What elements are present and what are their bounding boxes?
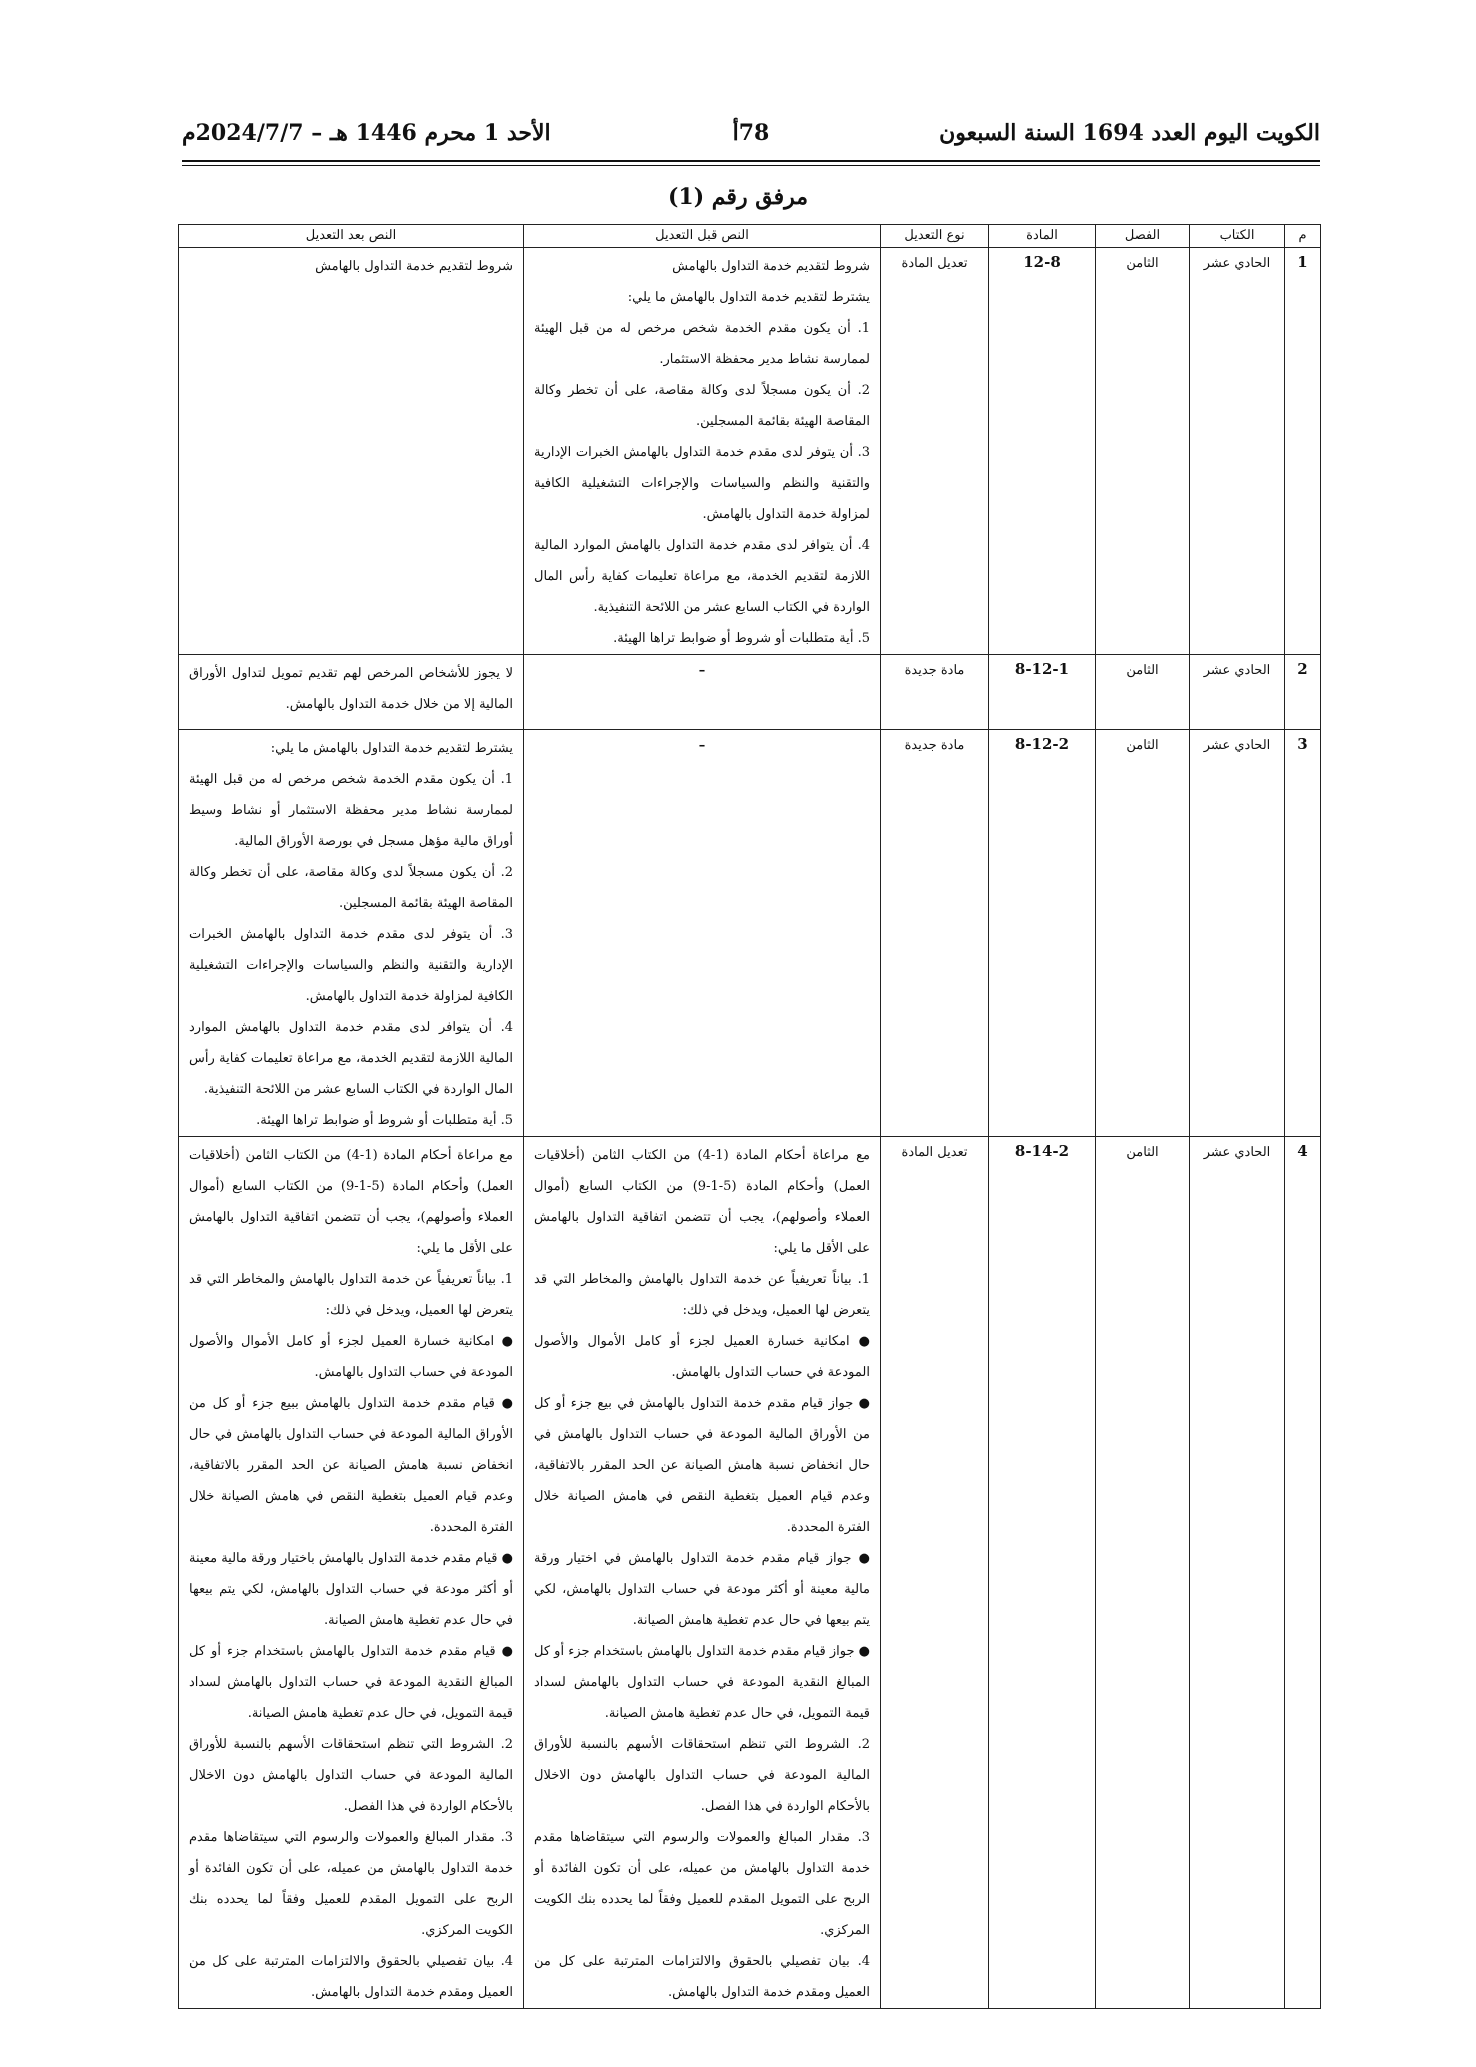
row-amendment-type: مادة جديدة [881, 655, 989, 730]
text-line: 1. أن يكون مقدم الخدمة شخص مرخص له من قبل الهيئة لممارسة نشاط مدير محفظة الاستثمار أو نشاط وسيط أوراق مالية مؤهل مسجل في بورصة الأوراق المالية. [189, 772, 513, 849]
text-line: مع مراعاة أحكام المادة (1-4) من الكتاب الثامن (أخلاقيات العمل) وأحكام المادة (5-1-9) من الكتاب السابع (أموال العملاء وأصولهم)، يجب أن تتضمن اتفاقية التداول بالهامش على الأقل ما يلي: [534, 1148, 870, 1256]
page-number: 78أ [732, 120, 770, 146]
text-line: 5. أية متطلبات أو شروط أو ضوابط تراها الهيئة. [613, 631, 870, 646]
row-chapter: الثامن [1096, 1137, 1190, 2009]
text-line: 4. أن يتوافر لدى مقدم خدمة التداول بالهامش الموارد المالية اللازمة لتقديم الخدمة، مع مراعاة تعليمات كفاية رأس المال الواردة في الكتاب السابع عشر من اللائحة التنفيذية. [189, 1020, 513, 1097]
text-line: ● جواز قيام مقدم خدمة التداول بالهامش في بيع جزء أو كل من الأوراق المالية المودعة في حساب التداول بالهامش في حال انخفاض نسبة هامش الصيانة عن الحد المقرر بالاتفاقية، وعدم قيام العميل بتغطية النقص في هامش الصيانة خلال الفترة المحددة. [534, 1396, 870, 1535]
row-book: الحادي عشر [1190, 1137, 1285, 2009]
col-header-m: م [1285, 225, 1321, 248]
text-line: 3. أن يتوفر لدى مقدم خدمة التداول بالهامش الخبرات الإدارية والتقنية والنظم والسياسات والإجراءات التشغيلية الكافية لمزاولة خدمة التداول بالهامش. [189, 927, 513, 1004]
row-book: الحادي عشر [1190, 248, 1285, 655]
text-line: 1. بياناً تعريفياً عن خدمة التداول بالهامش والمخاطر التي قد يتعرض لها العميل، ويدخل في ذلك: [534, 1272, 870, 1318]
amendments-table [178, 224, 1321, 2009]
col-header-after: النص بعد التعديل [179, 225, 524, 248]
text-line: 2. الشروط التي تنظم استحقاقات الأسهم بالنسبة للأوراق المالية المودعة في حساب التداول بالهامش دون الاخلال بالأحكام الواردة في هذا الفصل. [534, 1737, 870, 1814]
row-chapter: الثامن [1096, 655, 1190, 730]
row-amendment-type: تعديل المادة [881, 1137, 989, 2009]
text-line: 5. أية متطلبات أو شروط أو ضوابط تراها الهيئة. [256, 1113, 513, 1128]
text-line: 4. بيان تفصيلي بالحقوق والالتزامات المترتبة على كل من العميل ومقدم خدمة التداول بالهامش. [534, 1954, 870, 2000]
text-line: 4. أن يتوافر لدى مقدم خدمة التداول بالهامش الموارد المالية اللازمة لتقديم الخدمة، مع مراعاة تعليمات كفاية رأس المال الواردة في الكتاب السابع عشر من اللائحة التنفيذية. [534, 538, 870, 615]
row-number: 2 [1285, 655, 1321, 730]
row-article: 8-12-1 [989, 655, 1096, 730]
row-text-before [524, 655, 881, 730]
text-line: ● جواز قيام مقدم خدمة التداول بالهامش في اختيار ورقة مالية معينة أو أكثر مودعة في حساب التداول بالهامش، لكي يتم بيعها في حال عدم تغطية هامش الصيانة. [534, 1551, 870, 1628]
text-line: يشترط لتقديم خدمة التداول بالهامش ما يلي: [270, 741, 513, 756]
header-rule [182, 160, 1320, 162]
text-line: ● قيام مقدم خدمة التداول بالهامش باستخدام جزء أو كل المبالغ النقدية المودعة في حساب التداول بالهامش لسداد قيمة التمويل، في حال عدم تغطية هامش الصيانة. [189, 1644, 513, 1721]
attachment-title: مرفق رقم (1) [667, 184, 809, 210]
text-line: يشترط لتقديم خدمة التداول بالهامش ما يلي: [627, 290, 870, 305]
row-book: الحادي عشر [1190, 730, 1285, 1137]
row-text-before [524, 730, 881, 1137]
col-header-before: النص قبل التعديل [524, 225, 881, 248]
row-chapter: الثامن [1096, 248, 1190, 655]
table-row [179, 730, 1321, 1137]
row-book: الحادي عشر [1190, 655, 1285, 730]
text-line: ● قيام مقدم خدمة التداول بالهامش باختيار ورقة مالية معينة أو أكثر مودعة في حساب التداول بالهامش، لكي يتم بيعها في حال عدم تغطية هامش الصيانة. [189, 1551, 513, 1628]
row-text-after [179, 1137, 524, 2009]
text-line: ● جواز قيام مقدم خدمة التداول بالهامش باستخدام جزء أو كل المبالغ النقدية المودعة في حساب التداول بالهامش لسداد قيمة التمويل، في حال عدم تغطية هامش الصيانة. [534, 1644, 870, 1721]
row-text-after [179, 248, 524, 655]
text-line: شروط لتقديم خدمة التداول بالهامش [672, 259, 870, 274]
col-header-type: نوع التعديل [881, 225, 989, 248]
text-line: 2. أن يكون مسجلاً لدى وكالة مقاصة، على أن تخطر وكالة المقاصة الهيئة بقائمة المسجلين. [534, 383, 870, 429]
row-article: 8-14-2 [989, 1137, 1096, 2009]
text-line: ● قيام مقدم خدمة التداول بالهامش ببيع جزء أو كل من الأوراق المالية المودعة في حساب التداول بالهامش في حال انخفاض نسبة هامش الصيانة عن الحد المقرر بالاتفاقية، وعدم قيام العميل بتغطية النقص في هامش الصيانة خلال الفترة المحددة. [189, 1396, 513, 1535]
text-line: 3. مقدار المبالغ والعمولات والرسوم التي سيتقاضاها مقدم خدمة التداول بالهامش من عميله، على أن تكون الفائدة أو الربح على التمويل المقدم للعميل وفقاً لما يحدده بنك الكويت المركزي. [189, 1830, 513, 1938]
row-number: 1 [1285, 248, 1321, 655]
table-row [179, 655, 1321, 730]
row-article: 12-8 [989, 248, 1096, 655]
row-text-after [179, 730, 524, 1137]
row-article: 8-12-2 [989, 730, 1096, 1137]
row-text-before [524, 1137, 881, 2009]
row-number: 4 [1285, 1137, 1321, 2009]
text-line: 4. بيان تفصيلي بالحقوق والالتزامات المترتبة على كل من العميل ومقدم خدمة التداول بالهامش. [189, 1954, 513, 2000]
text-line: – [698, 738, 706, 753]
table-header-row [179, 225, 1321, 248]
col-header-article: المادة [989, 225, 1096, 248]
text-line: ● امكانية خسارة العميل لجزء أو كامل الأموال والأصول المودعة في حساب التداول بالهامش. [534, 1334, 870, 1380]
table-row [179, 248, 1321, 655]
col-header-chapter: الفصل [1096, 225, 1190, 248]
row-amendment-type: تعديل المادة [881, 248, 989, 655]
issue-date: الأحد 1 محرم 1446 هـ – 2024/7/7م [182, 120, 551, 146]
text-line: ● امكانية خسارة العميل لجزء أو كامل الأموال والأصول المودعة في حساب التداول بالهامش. [189, 1334, 513, 1380]
text-line: مع مراعاة أحكام المادة (1-4) من الكتاب الثامن (أخلاقيات العمل) وأحكام المادة (5-1-9) من الكتاب السابع (أموال العملاء وأصولهم)، يجب أن تتضمن اتفاقية التداول بالهامش على الأقل ما يلي: [189, 1148, 513, 1256]
text-line: – [698, 663, 706, 678]
text-line: 2. أن يكون مسجلاً لدى وكالة مقاصة، على أن تخطر وكالة المقاصة الهيئة بقائمة المسجلين. [189, 865, 513, 911]
col-header-book: الكتاب [1190, 225, 1285, 248]
row-amendment-type: مادة جديدة [881, 730, 989, 1137]
row-text-before [524, 248, 881, 655]
header-rule-thin [182, 165, 1320, 166]
table-row [179, 1137, 1321, 2009]
text-line: 1. أن يكون مقدم الخدمة شخص مرخص له من قبل الهيئة لممارسة نشاط مدير محفظة الاستثمار. [534, 321, 870, 367]
text-line: 2. الشروط التي تنظم استحقاقات الأسهم بالنسبة للأوراق المالية المودعة في حساب التداول بالهامش دون الاخلال بالأحكام الواردة في هذا الفصل. [189, 1737, 513, 1814]
text-line: 1. بياناً تعريفياً عن خدمة التداول بالهامش والمخاطر التي قد يتعرض لها العميل، ويدخل في ذلك: [189, 1272, 513, 1318]
text-line: 3. مقدار المبالغ والعمولات والرسوم التي سيتقاضاها مقدم خدمة التداول بالهامش من عميله، على أن تكون الفائدة أو الربح على التمويل المقدم للعميل وفقاً لما يحدده بنك الكويت المركزي. [534, 1830, 870, 1938]
text-line: 3. أن يتوفر لدى مقدم خدمة التداول بالهامش الخبرات الإدارية والتقنية والنظم والسياسات والإجراءات التشغيلية الكافية لمزاولة خدمة التداول بالهامش. [534, 445, 870, 522]
gazette-issue: الكويت اليوم العدد 1694 السنة السبعون [939, 120, 1320, 146]
page-header [182, 120, 1320, 156]
text-line: شروط لتقديم خدمة التداول بالهامش [315, 259, 513, 274]
row-number: 3 [1285, 730, 1321, 1137]
text-line: لا يجوز للأشخاص المرخص لهم تقديم تمويل لتداول الأوراق المالية إلا من خلال خدمة التداول بالهامش. [189, 666, 513, 712]
row-text-after [179, 655, 524, 730]
row-chapter: الثامن [1096, 730, 1190, 1137]
